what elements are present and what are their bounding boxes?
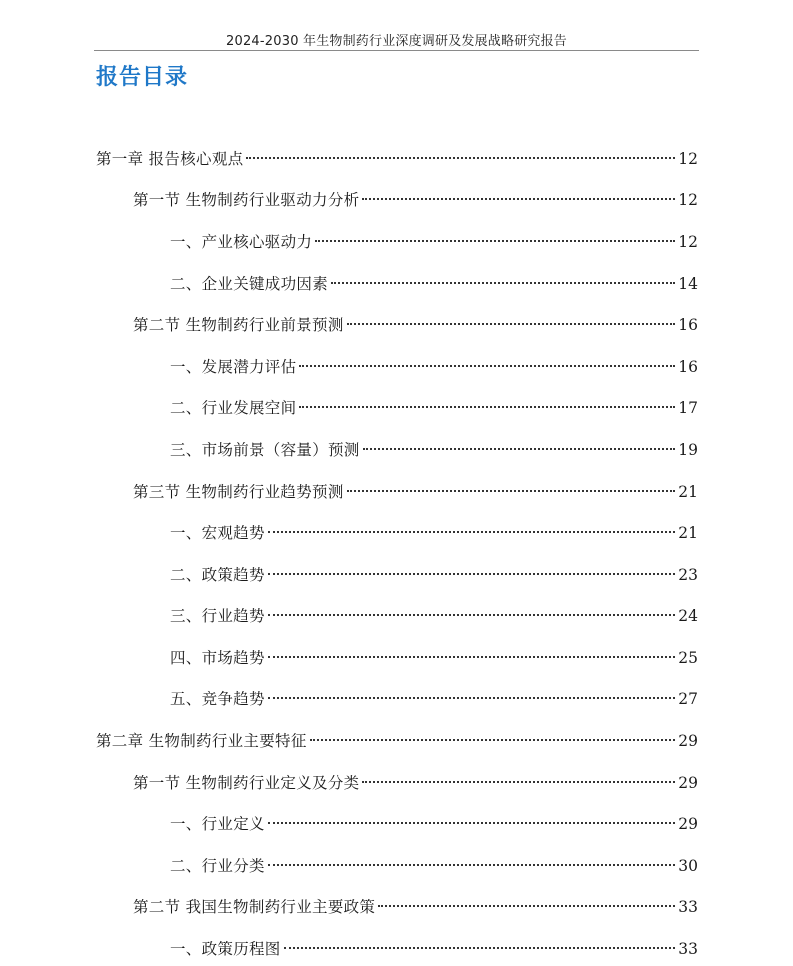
toc-page-number: 27 xyxy=(678,690,698,708)
toc-page-number: 16 xyxy=(678,358,698,376)
toc-dot-leader xyxy=(268,822,675,824)
toc-page-number: 12 xyxy=(678,150,698,168)
toc-entry-label: 第二节 生物制药行业前景预测 xyxy=(133,316,344,334)
toc-entry-label: 一、行业定义 xyxy=(170,815,265,833)
toc-entry[interactable] xyxy=(133,895,698,919)
toc-entry-label: 三、市场前景（容量）预测 xyxy=(170,441,360,459)
toc-dot-leader xyxy=(362,781,675,783)
toc-entry[interactable] xyxy=(133,771,698,795)
toc-entry[interactable] xyxy=(170,355,698,379)
toc-page-number: 19 xyxy=(678,441,698,459)
toc-entry-label: 二、行业发展空间 xyxy=(170,399,297,417)
toc-entry[interactable] xyxy=(170,230,698,254)
toc-entry[interactable] xyxy=(170,604,698,628)
toc-entry-label: 一、政策历程图 xyxy=(170,940,281,958)
toc-entry[interactable] xyxy=(170,854,698,878)
toc-entry[interactable] xyxy=(96,729,698,753)
toc-dot-leader xyxy=(284,947,676,949)
toc-dot-leader xyxy=(268,614,675,616)
toc-entry[interactable] xyxy=(170,687,698,711)
toc-page-number: 30 xyxy=(678,857,698,875)
toc-page-number: 14 xyxy=(678,275,698,293)
toc-entry-label: 二、政策趋势 xyxy=(170,566,265,584)
toc-entry[interactable] xyxy=(96,147,698,171)
toc-dot-leader xyxy=(315,240,675,242)
toc-entry[interactable] xyxy=(170,812,698,836)
toc-entry[interactable] xyxy=(170,937,698,961)
toc-entry-label: 一、产业核心驱动力 xyxy=(170,233,313,251)
toc-page-number: 29 xyxy=(678,815,698,833)
toc-dot-leader xyxy=(347,323,676,325)
toc-dot-leader xyxy=(299,406,675,408)
toc-entry-label: 三、行业趋势 xyxy=(170,607,265,625)
toc-entry[interactable] xyxy=(133,480,698,504)
toc-entry-label: 第二章 生物制药行业主要特征 xyxy=(96,732,307,750)
toc-dot-leader xyxy=(268,656,675,658)
toc-page-number: 29 xyxy=(678,774,698,792)
toc-entry[interactable] xyxy=(170,646,698,670)
toc-dot-leader xyxy=(268,864,675,866)
toc-entry-label: 一、宏观趋势 xyxy=(170,524,265,542)
toc-entry[interactable] xyxy=(170,521,698,545)
toc-dot-leader xyxy=(246,157,675,159)
toc-entry[interactable] xyxy=(170,563,698,587)
toc-dot-leader xyxy=(362,198,675,200)
toc-page-number: 12 xyxy=(678,191,698,209)
toc-dot-leader xyxy=(331,282,675,284)
running-header: 2024-2030 年生物制药行业深度调研及发展战略研究报告 xyxy=(226,34,567,49)
toc-dot-leader xyxy=(363,448,676,450)
toc-entry-label: 五、竞争趋势 xyxy=(170,690,265,708)
toc-page-number: 24 xyxy=(678,607,698,625)
toc-page-number: 12 xyxy=(678,233,698,251)
toc-entry[interactable] xyxy=(170,396,698,420)
report-title: 报告目录 xyxy=(96,65,189,90)
toc-entry-label: 第一节 生物制药行业驱动力分析 xyxy=(133,191,360,209)
toc-entry-label: 第三节 生物制药行业趋势预测 xyxy=(133,483,344,501)
toc-dot-leader xyxy=(299,365,675,367)
toc-entry-label: 第一节 生物制药行业定义及分类 xyxy=(133,774,360,792)
toc-dot-leader xyxy=(268,573,675,575)
toc-entry[interactable] xyxy=(170,438,698,462)
toc-dot-leader xyxy=(347,490,676,492)
toc-page-number: 29 xyxy=(678,732,698,750)
toc-entry[interactable] xyxy=(133,313,698,337)
toc-page-number: 33 xyxy=(678,898,698,916)
toc-dot-leader xyxy=(268,697,675,699)
toc-entry-label: 一、发展潜力评估 xyxy=(170,358,297,376)
toc-entry-label: 第二节 我国生物制药行业主要政策 xyxy=(133,898,376,916)
toc-dot-leader xyxy=(378,905,675,907)
toc-page-number: 21 xyxy=(678,483,698,501)
toc-entry-label: 四、市场趋势 xyxy=(170,649,265,667)
toc-entry[interactable] xyxy=(170,272,698,296)
toc-page-number: 23 xyxy=(678,566,698,584)
toc-page-number: 25 xyxy=(678,649,698,667)
toc-page-number: 16 xyxy=(678,316,698,334)
toc-entry-label: 二、企业关键成功因素 xyxy=(170,275,329,293)
toc-entry-label: 二、行业分类 xyxy=(170,857,265,875)
toc-entry-label: 第一章 报告核心观点 xyxy=(96,150,244,168)
toc-page-number: 17 xyxy=(678,399,698,417)
toc-entry[interactable] xyxy=(133,188,698,212)
toc-dot-leader xyxy=(268,531,675,533)
toc-page-number: 21 xyxy=(678,524,698,542)
toc-page-number: 33 xyxy=(678,940,698,958)
toc-dot-leader xyxy=(310,739,676,741)
